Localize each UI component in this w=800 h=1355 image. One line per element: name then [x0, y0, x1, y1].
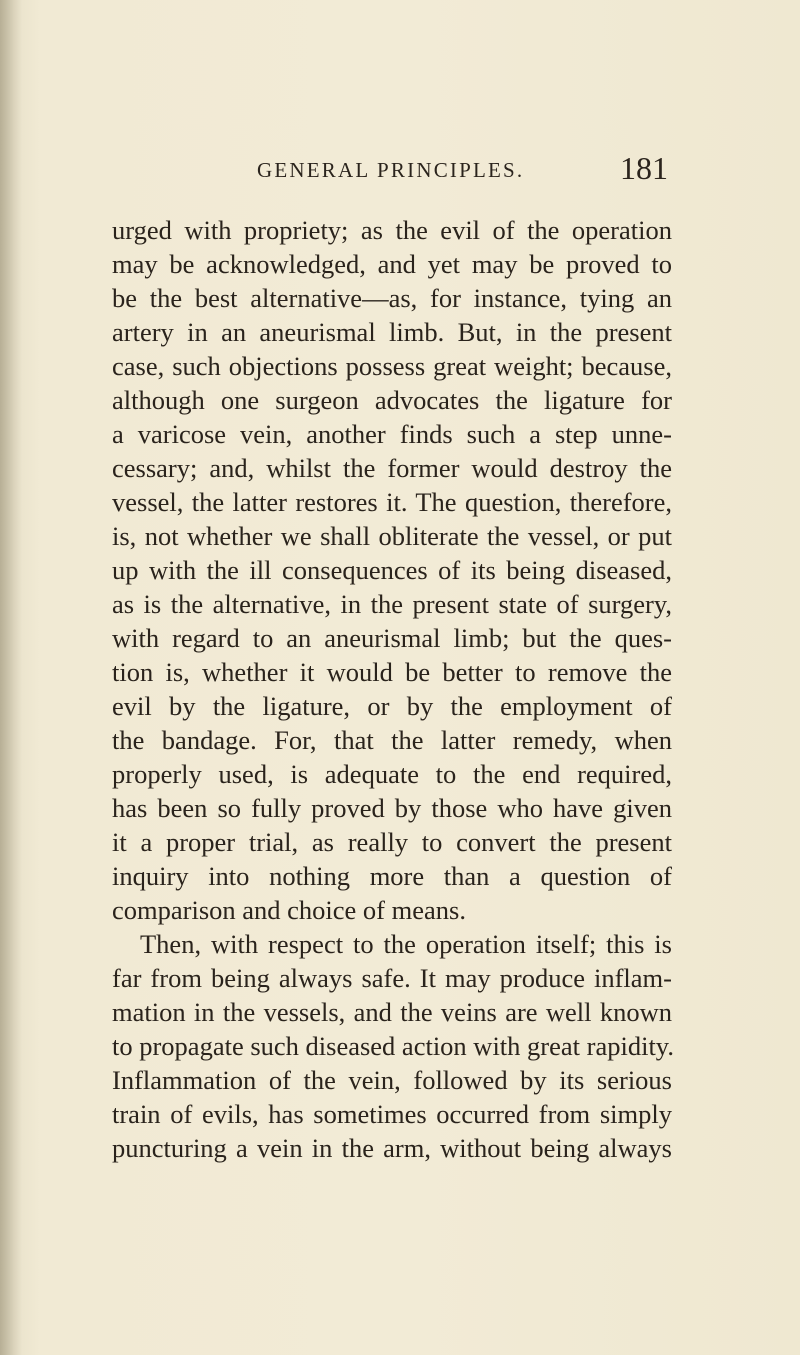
text-line: mation in the vessels, and the veins are well known — [112, 997, 672, 1027]
running-head-title: GENERAL PRINCIPLES. — [257, 158, 525, 182]
text-line: Then, with respect to the operation itself; this is — [140, 929, 672, 959]
text-line: up with the ill consequences of its being diseased, — [112, 555, 672, 585]
text-line: has been so fully proved by those who have given — [112, 793, 672, 823]
text-line: cessary; and, whilst the former would destroy the — [112, 453, 672, 483]
text-line: with regard to an aneurismal limb; but the ques- — [112, 623, 672, 653]
text-line: although one surgeon advocates the ligature for — [112, 385, 672, 415]
text-line: tion is, whether it would be better to remove the — [112, 657, 672, 687]
text-line: Inflammation of the vein, followed by its serious — [112, 1065, 672, 1095]
text-line: urged with propriety; as the evil of the operation — [112, 215, 672, 245]
text-line: far from being always safe. It may produce inflam- — [112, 963, 672, 993]
text-line: inquiry into nothing more than a question of — [112, 861, 672, 891]
text-line: may be acknowledged, and yet may be proved to — [112, 249, 672, 279]
text-line: the bandage. For, that the latter remedy, when — [112, 725, 672, 755]
text-line: train of evils, has sometimes occurred from simply — [112, 1099, 672, 1129]
text-line: artery in an aneurismal limb. But, in the present — [112, 317, 672, 347]
text-line: is, not whether we shall obliterate the vessel, or put — [112, 521, 672, 551]
text-line: properly used, is adequate to the end required, — [112, 759, 672, 789]
text-line: it a proper trial, as really to convert the present — [112, 827, 672, 857]
text-line: case, such objections possess great weight; because, — [112, 351, 672, 381]
text-line: a varicose vein, another finds such a step unne- — [112, 419, 672, 449]
text-line: as is the alternative, in the present state of surgery, — [112, 589, 672, 619]
text-line: vessel, the latter restores it. The question, therefore, — [112, 487, 672, 517]
text-line: to propagate such diseased action with great rapidity. — [112, 1031, 674, 1061]
text-line: comparison and choice of means. — [112, 895, 466, 925]
text-line: puncturing a vein in the arm, without being always — [112, 1133, 672, 1163]
text-line: evil by the ligature, or by the employment of — [112, 691, 672, 721]
text-line: be the best alternative—as, for instance, tying an — [112, 283, 672, 313]
page-number: 181 — [620, 150, 668, 186]
